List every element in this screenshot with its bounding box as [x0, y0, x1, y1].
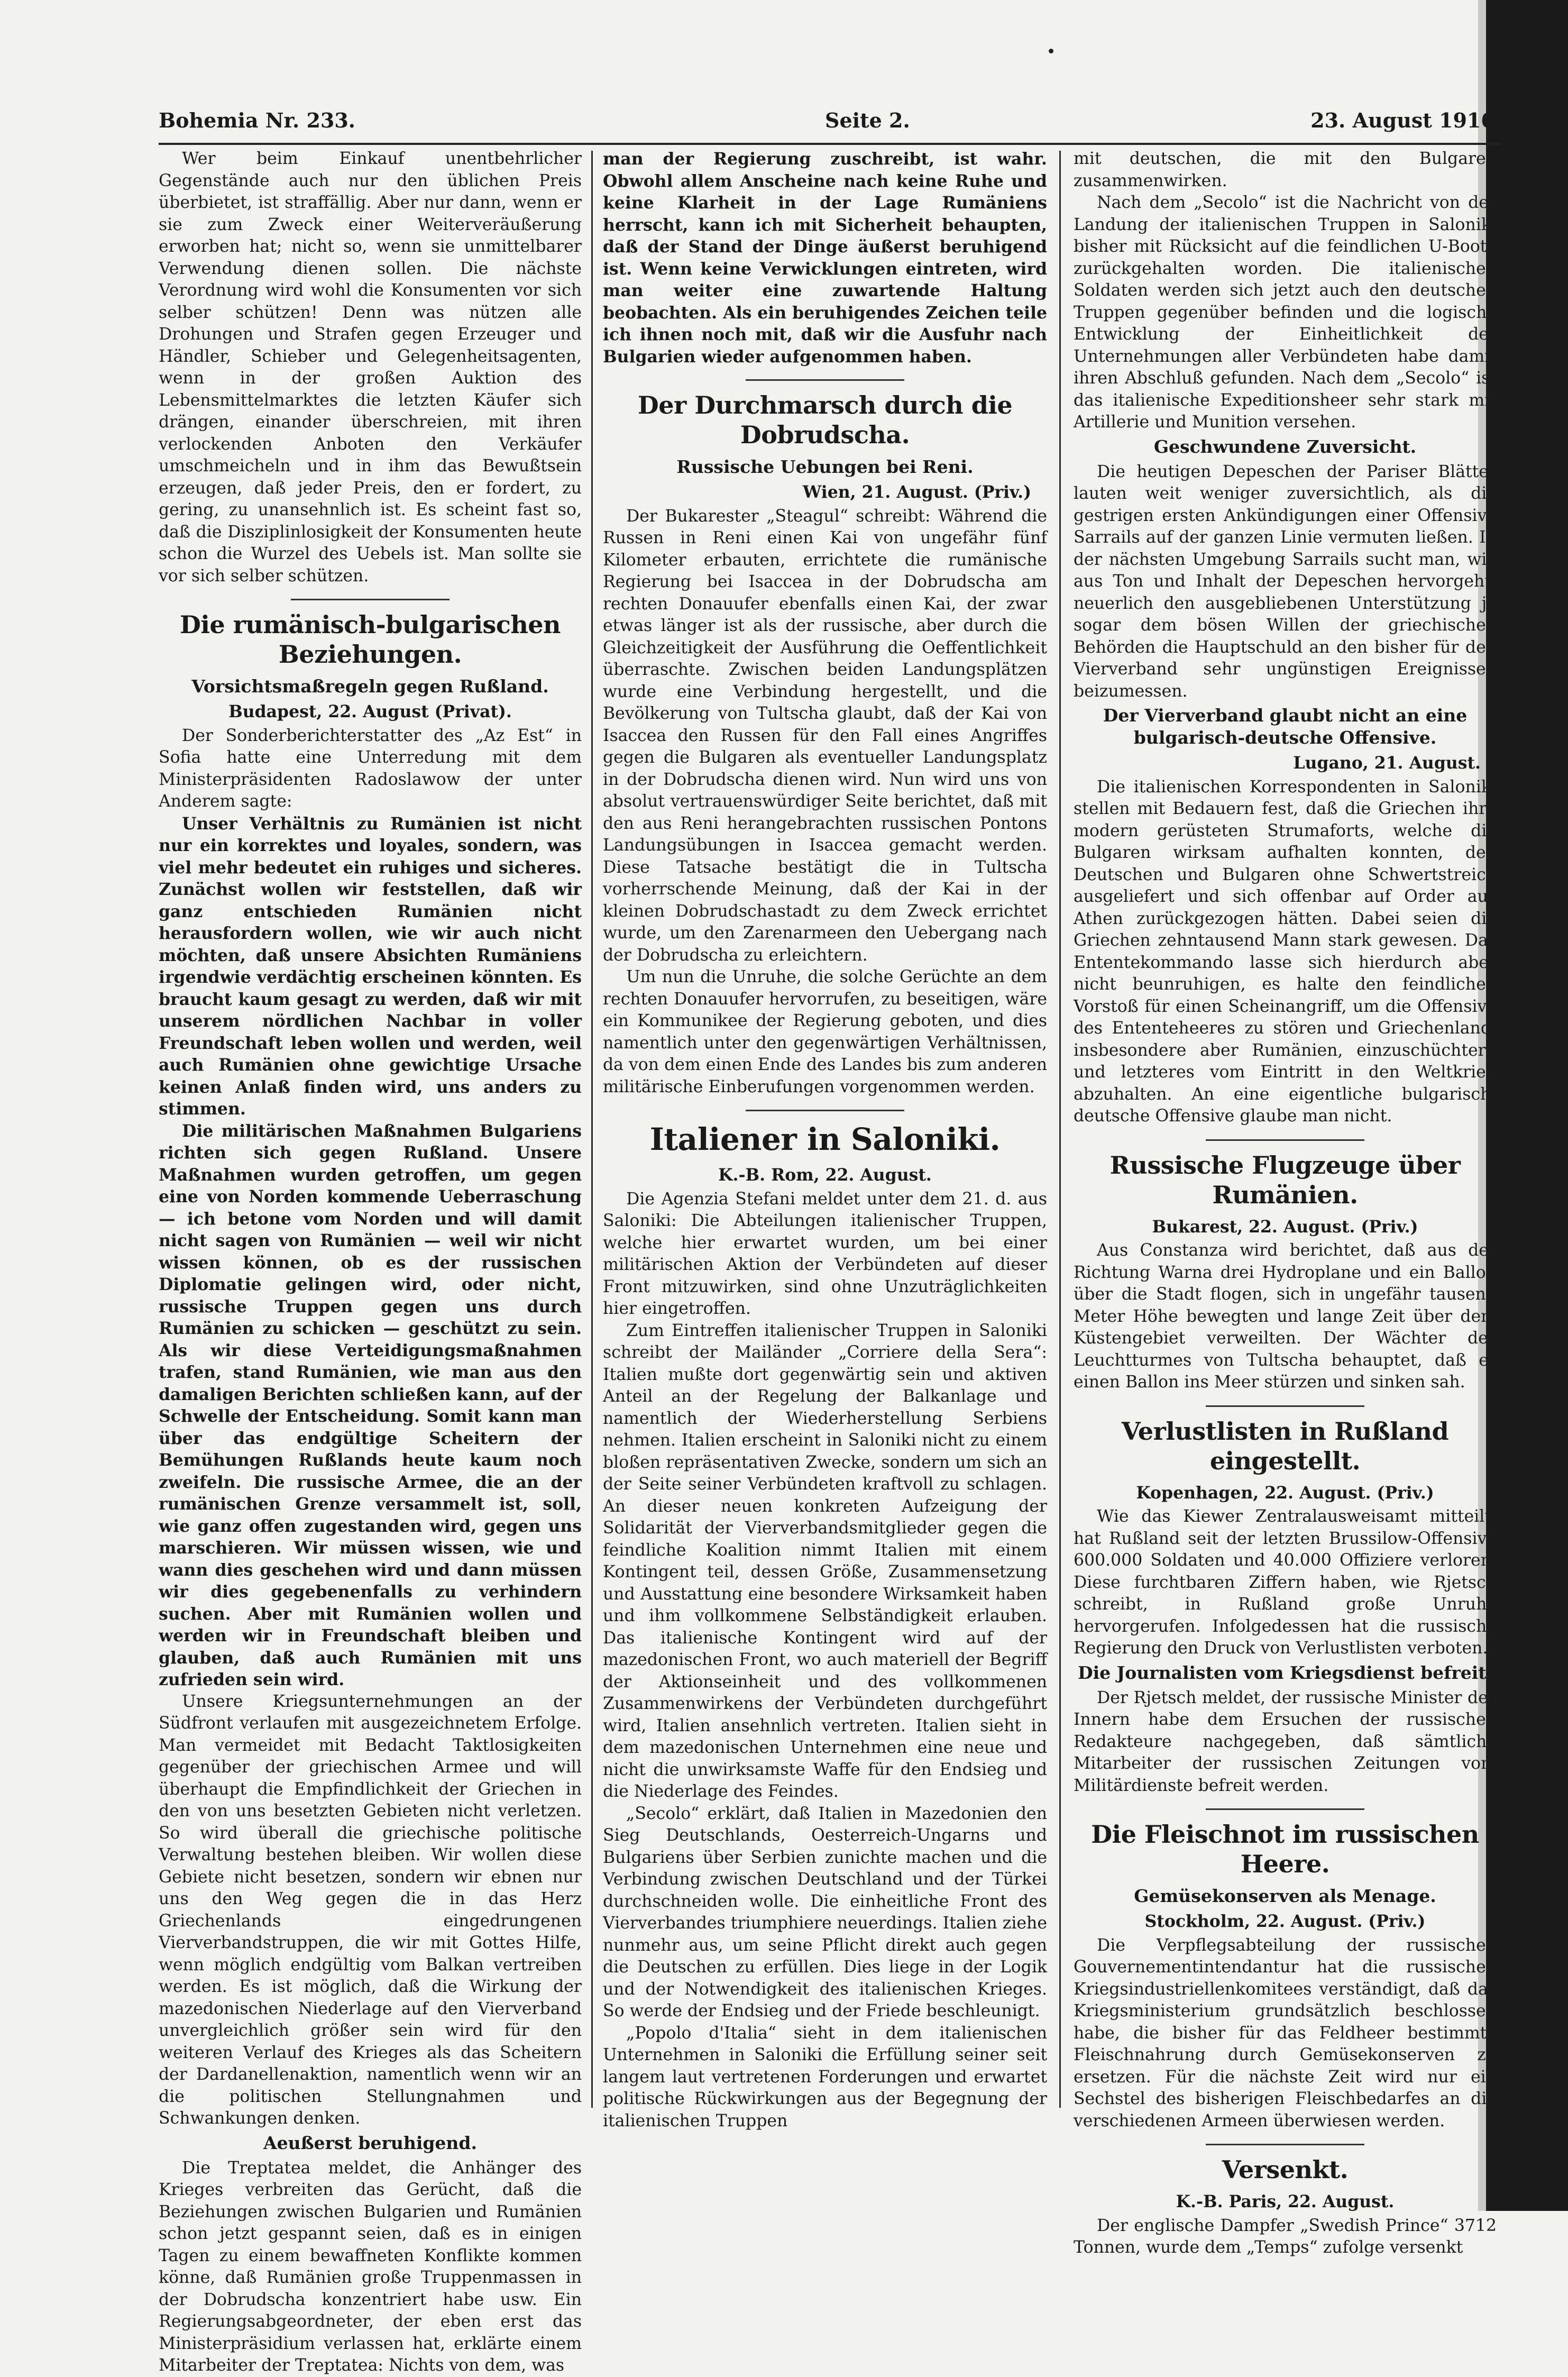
article-paragraph: „Secolo“ erklärt, daß Italien in Mazedonien den Sieg Deutschlands, Oesterreich-Ungarns und Bulgariens über Serbien zunichte machen und die Verbindung zwischen Deutschland und der Türkei durchschneiden wolle. Die einheitliche Front des Vierverbandes triumphiere neuerdings. Italien ziehe nunmehr aus, um seine Pflicht direkt auch gegen die Deutschen zu erfüllen. Dies liege in der Logik und der Notwendigkeit des italienischen Krieges. So werde der Endsieg und der Friede beschleunigt. [603, 1804, 1047, 2021]
article-paragraph: Unsere Kriegsunternehmungen an der Südfront verlaufen mit ausgezeichnetem Erfolge. Man vermeidet mit Bedacht Taktlosigkeiten gegenüber der griechischen Armee und will überhaupt die Empfindlichkeit der Griechen in den von uns besetzten Gebieten nicht verletzen. So wird überall die griechische politische Verwaltung bestehen bleiben. Wir wollen diese Gebiete nicht besetzen, sondern wir ebnen nur uns den Weg gegen die in das Herz Griechenlands eingedrungenen Vierverbandstruppen, die wir mit Gottes Hilfe, wenn möglich endgültig vom Balkan vertreiben werden. Es ist möglich, daß die Wirkung der mazedonischen Niederlage auf den Vierverband unvergleichlich größer sein wird für den weiteren Verlauf des Krieges als das Scheitern der Dardanellenaktion, namentlich wenn wir an die politischen Stellungnahmen und Schwankungen denken. [159, 1692, 582, 2128]
article-subtitle: Vorsichtsmaßregeln gegen Rußland. [191, 676, 549, 697]
article-separator [291, 599, 450, 600]
article-dateline: Wien, 21. August. (Priv.) [802, 482, 1031, 502]
scan-speck [1049, 49, 1053, 53]
header-issue: Bohemia Nr. 233. [159, 108, 356, 132]
article-paragraph: Die Verpflegsabteilung der russischen Gouvernementintendantur hat die russischen Kriegsindustriellenkomitees verständigt, daß das Kriegsministerium grundsätzlich beschlossen habe, die bisher für das Feldheer bestimmte Fleischnahrung durch Gemüsekonserven zu ersetzen. Für die nächste Zeit wird nur ein Sechstel des bisherigen Fleischbedarfes an die verschiedenen Armeen überwiesen werden. [1074, 1935, 1497, 2131]
article-dateline: Budapest, 22. August (Privat). [228, 702, 512, 721]
column-divider [591, 151, 593, 2108]
article-paragraph: man der Regierung zuschreibt, ist wahr. Obwohl allem Anscheine nach keine Ruhe und keine Klarheit in der Lage Rumäniens herrscht, kann ich mit Sicherheit behaupten, daß der Stand der Dinge äußerst beruhigend ist. Wenn keine Verwicklungen eintreten, wird man weiter eine zuwartende Haltung beobachten. Als ein beruhigendes Zeichen teile ich ihnen noch mit, daß wir die Ausfuhr nach Bulgarien wieder aufgenommen haben. [603, 149, 1047, 367]
article-paragraph: Wer beim Einkauf unentbehrlicher Gegenstände auch nur den üblichen Preis überbietet, ist straffällig. Aber nur dann, wenn er sie zum Zweck einer Weiterveräußerung erworben hat; nicht so, wenn sie unmittelbarer Verwendung dienen sollen. Die nächste Verordnung wird wohl die Konsumenten vor sich selber schützen! Denn was nützen alle Drohungen und Strafen gegen Erzeuger und Händler, Schieber und Gelegenheitsagenten, wenn in der großen Auktion des Lebensmittelmarktes die letzten Käufer sich drängen, einander überschreien, mit ihren verlockenden Anboten den Verkäufer umschmeicheln und in ihm das Bewußtsein erzeugen, daß jeder Preis, den er fordert, zu gering, zu unansehnlich ist. Es scheint fast so, daß die Disziplinlosigkeit der Konsumenten heute schon die Wurzel des Uebels ist. Man sollte sie vor sich selber schützen. [159, 149, 582, 586]
article-title: Russische Flugzeuge über Rumänien. [1109, 1150, 1461, 1209]
article-title: Die rumänisch-bulgarischen Beziehungen. [180, 610, 561, 669]
article-title: Der Durchmarsch durch die Dobrudscha. [637, 391, 1013, 449]
article-paragraph: Der Bukarester „Steagul“ schreibt: Während die Russen in Reni einen Kai von ungefähr fünf Kilometer erbauten, errichtete die rumänische Regierung bei Isaccea in der Dobrudscha am rechten Donauufer ebenfalls einen Kai, der zwar etwas länger ist als der russische, aber durch die Gleichzeitigkeit der Ausführung die Oeffentlichkeit überraschte. Zwischen beiden Landungsplätzen wurde eine Verbindung hergestellt, und die Bevölkerung von Tultscha glaubt, daß der Kai von Isaccea den Russen für den Fall eines Angriffes gegen die Bulgaren als eventueller Landungsplatz in der Dobrudscha dienen wird. Nun wird uns von absolut vertrauenswürdiger Seite berichtet, daß mit den aus Reni herangebrachten russischen Pontons Landungsübungen in Isaccea gemacht werden. Diese Tatsache bestätigt die in Tultscha vorherrschende Meinung, daß der Kai in der kleinen Dobrudschastadt zu dem Zweck errichtet wurde, um den Zarenarmeen den Uebergang nach der Dobrudscha zu erleichtern. [603, 506, 1047, 965]
header-date: 23. August 1916. [1310, 108, 1502, 132]
article-subheading: Die Journalisten vom Kriegsdienst befreit. [1077, 1662, 1493, 1683]
article-dateline: Stockholm, 22. August. (Priv.) [1144, 1912, 1426, 1931]
article-title: Italiener in Saloniki. [649, 1121, 1001, 1157]
article-paragraph: Der englische Dampfer „Swedish Prince“ 3712 Tonnen, wurde dem „Temps“ zufolge versenkt [1074, 2216, 1497, 2257]
article-paragraph: Die italienischen Korrespondenten in Saloniki stellen mit Bedauern fest, daß die Griechen ihre modern gerüsteten Strumaforts, welche die Bulgaren wirksam aufhalten konnten, den Deutschen und Bulgaren ohne Schwertstreich ausgeliefert und sich offenbar auf Order aus Athen zurückgezogen hätten. Dabei seien die Griechen zehntausend Mann stark gewesen. Das Ententekommando lasse sich hierdurch aber nicht beunruhigen, es halte den feindlichen Vorstoß für einen Scheinangriff, um die Offensive des Ententeheeres zu stören und Griechenland, insbesondere aber Rumänien, einzuschüchtern und letzteres vom Eintritt in den Weltkrieg abzuhalten. An eine eigentliche bulgarisch-deutsche Offensive glaube man nicht. [1074, 777, 1497, 1126]
article-dateline: Bukarest, 22. August. (Priv.) [1152, 1217, 1418, 1237]
article-paragraph: mit deutschen, die mit den Bulgaren zusammenwirken. [1074, 149, 1497, 190]
article-subheading: Geschwundene Zuversicht. [1153, 436, 1417, 457]
article-paragraph: Die militärischen Maßnahmen Bulgariens richten sich gegen Rußland. Unsere Maßnahmen wurden getroffen, um gegen eine von Norden kommende Ueberraschung — ich betone vom Norden und will damit nicht sagen von Rumänien — weil wir nicht wissen können, ob es der russischen Diplomatie gelingen wird, oder nicht, russische Truppen gegen uns durch Rumänien zu schicken — geschützt zu sein. Als wir diese Verteidigungsmaßnahmen trafen, stand Rumänien, wie man aus den damaligen Berichten schließen kann, auf der Schwelle der Entscheidung. Somit kann man über das endgültige Scheitern der Bemühungen Rußlands heute kaum noch zweifeln. Die russische Armee, die an der rumänischen Grenze versammelt ist, soll, wie ganz offen zugestanden wird, gegen uns marschieren. Wir müssen wissen, wie und wann dies geschehen wird und dann müssen wir dies gegebenenfalls zu verhindern suchen. Aber mit Rumänien wollen und werden wir in Freundschaft bleiben und glauben, daß auch Rumänien mit uns zufrieden sein wird. [159, 1121, 582, 1689]
header-rule [159, 143, 1502, 145]
article-separator [1206, 1139, 1364, 1141]
article-subheading: Aeußerst beruhigend. [263, 2132, 477, 2153]
article-dateline: K.-B. Paris, 22. August. [1176, 2192, 1395, 2211]
article-separator [1206, 1405, 1364, 1407]
article-dateline: Lugano, 21. August. [1293, 753, 1481, 773]
article-subtitle: Gemüsekonserven als Menage. [1134, 1886, 1436, 1906]
page-header [159, 103, 1502, 140]
article-subheading: Der Vierverband glaubt nicht an eine bulgarisch-deutsche Offensive. [1103, 705, 1468, 748]
column-divider [1059, 151, 1061, 2108]
article-title: Die Fleischnot im russischen Heere. [1091, 1820, 1479, 1878]
article-title: Versenkt. [1222, 2155, 1349, 2184]
article-dateline: Kopenhagen, 22. August. (Priv.) [1136, 1483, 1434, 1503]
article-separator [746, 379, 904, 381]
article-paragraph: Um nun die Unruhe, die solche Gerüchte an dem rechten Donauufer hervorrufen, zu beseitigen, wäre ein Kommunikee der Regierung geboten, und dies namentlich unter den gegenwärtigen Verhältnissen, da von dem einen Ende des Landes bis zum anderen militärische Einberufungen vorgenommen werden. [603, 967, 1047, 1096]
article-paragraph: Zum Eintreffen italienischer Truppen in Saloniki schreibt der Mailänder „Corriere della Sera“: Italien mußte dort gegenwärtig sein und aktiven Anteil an der Regelung der Balkanlage und namentlich der Wiederherstellung Serbiens nehmen. Italien erscheint in Saloniki nicht zu einem bloßen repräsentativen Zwecke, sondern um sich an der Seite seiner Verbündeten kraftvoll zu schlagen. An dieser neuen konkreten Aufzeigung der Solidarität der Vierverbandsmitglieder gegen die feindliche Koalition nimmt Italien mit einem Kontingent teil, dessen Größe, Zusammensetzung und Ausstattung eine besondere Wirksamkeit haben und ihm vollkommene Selbständigkeit erlauben. Das italienische Kontingent wird auf der mazedonischen Front, wo auch materiell der Begriff der Aktionseinheit und des vollkommenen Zusammenwirkens der Verbündeten durchgeführt wird, Italien ansehnlich vertreten. Italien sieht in dem mazedonischen Unternehmen eine neue und nicht die unwirksamste Waffe für den Endsieg und die Niederlage des Feindes. [603, 1321, 1047, 1801]
article-paragraph: Die heutigen Depeschen der Pariser Blätter lauten weit weniger zuversichtlich, als die gestrigen ersten Ankündigungen einer Offensive Sarrails auf der ganzen Linie vermuten ließen. In der nächsten Umgebung Sarrails sucht man, wie aus Ton und Inhalt der Depeschen hervorgeht, neuerlich den ausgebliebenen Unterstützung ja sogar dem bösen Willen der griechischen Behörden die Hauptschuld an den bisher für den Vierverband sehr ungünstigen Ereignissen beizumessen. [1074, 462, 1497, 701]
article-paragraph: Unser Verhältnis zu Rumänien ist nicht nur ein korrektes und loyales, sondern, was viel mehr bedeutet ein ruhiges und sicheres. Zunächst wollen wir feststellen, daß wir ganz entschieden Rumänien nicht herausfordern wollen, wie wir auch nicht möchten, daß unsere Absichten Rumäniens irgendwie verdächtig erscheinen könnten. Es braucht kaum gesagt zu werden, daß wir mit unserem nördlichen Nachbar in voller Freundschaft leben wollen und werden, weil auch Rumänien ohne gewichtige Ursache keinen Anlaß finden wird, uns anders zu stimmen. [159, 813, 582, 1119]
article-paragraph: Nach dem „Secolo“ ist die Nachricht von der Landung der italienischen Truppen in Saloniki bisher mit Rücksicht auf die feindlichen U-Boote zurückgehalten worden. Die italienischen Soldaten werden sich jetzt auch den deutschen Truppen gegenüber befinden und die logische Entwicklung der Einheitlichkeit der Unternehmungen aller Verbündeten habe damit ihren Abschluß gefunden. Nach dem „Secolo“ ist das italienische Expeditionsheer sehr stark mit Artillerie und Munition versehen. [1074, 193, 1497, 432]
article-paragraph: Der Rjetsch meldet, der russische Minister des Innern habe dem Ersuchen der russischen Redakteure nachgegeben, daß sämtliche Mitarbeiter der russischen Zeitungen vom Militärdienste befreit werden. [1074, 1688, 1497, 1795]
article-paragraph: Wie das Kiewer Zentralausweisamt mitteilt, hat Rußland seit der letzten Brussilow-Offensive 600.000 Soldaten und 40.000 Offiziere verloren. Diese furchtbaren Ziffern haben, wie Rjetsch schreibt, in Rußland große Unruhe hervorgerufen. Infolgedessen hat die russische Regierung den Druck von Verlustlisten verboten. [1074, 1507, 1497, 1658]
article-paragraph: Die Treptatea meldet, die Anhänger des Krieges verbreiten das Gerücht, daß die Beziehungen zwischen Bulgarien und Rumänien schon jetzt gespannt seien, daß es in einigen Tagen zu einem bewaffneten Konflikte kommen könne, daß Rumänien große Truppenmassen in der Dobrudscha konzentriert habe usw. Ein Regierungsabgeordneter, der eben erst das Ministerpräsidium verlassen hat, erklärte einem Mitarbeiter der Treptatea: Nichts von dem, was [159, 2158, 582, 2375]
column-1 [159, 148, 582, 2375]
article-paragraph: „Popolo d'Italia“ sieht in dem italienischen Unternehmen in Saloniki die Erfüllung seiner seit langem laut vertretenen Forderungen und erwartet politische Rückwirkungen aus der Begegnung der italienischen Truppen [603, 2023, 1047, 2131]
article-title: Verlustlisten in Rußland eingestellt. [1121, 1416, 1449, 1475]
article-paragraph: Die Agenzia Stefani meldet unter dem 21. d. aus Saloniki: Die Abteilungen italienischer Truppen, welche hier erwartet wurden, um bei einer militärischen Aktion der Verbündeten auf dieser Front mitzuwirken, sind ohne Unzuträglichkeiten hier eingetroffen. [603, 1189, 1047, 1318]
article-paragraph: Der Sonderberichterstatter des „Az Est“ in Sofia hatte eine Unterredung mit dem Ministerpräsidenten Radoslawow der unter Anderem sagte: [159, 726, 582, 811]
article-separator [746, 1110, 904, 1111]
article-dateline: K.-B. Rom, 22. August. [718, 1165, 932, 1185]
article-separator [1206, 2144, 1364, 2145]
scan-border [1486, 0, 1568, 2211]
column-3 [1074, 148, 1497, 2257]
header-page-number: Seite 2. [825, 108, 910, 132]
article-subtitle: Russische Uebungen bei Reni. [676, 456, 974, 477]
article-separator [1206, 1808, 1364, 1810]
article-paragraph: Aus Constanza wird berichtet, daß aus der Richtung Warna drei Hydroplane und ein Ballon über die Stadt flogen, sich in ungefähr tausend Meter Höhe bewegten und lange Zeit über dem Küstengebiet verweilten. Der Wächter des Leuchtturmes von Tultscha behauptet, daß er einen Ballon ins Meer stürzen und sinken sah. [1074, 1241, 1497, 1392]
column-2 [603, 148, 1047, 2131]
